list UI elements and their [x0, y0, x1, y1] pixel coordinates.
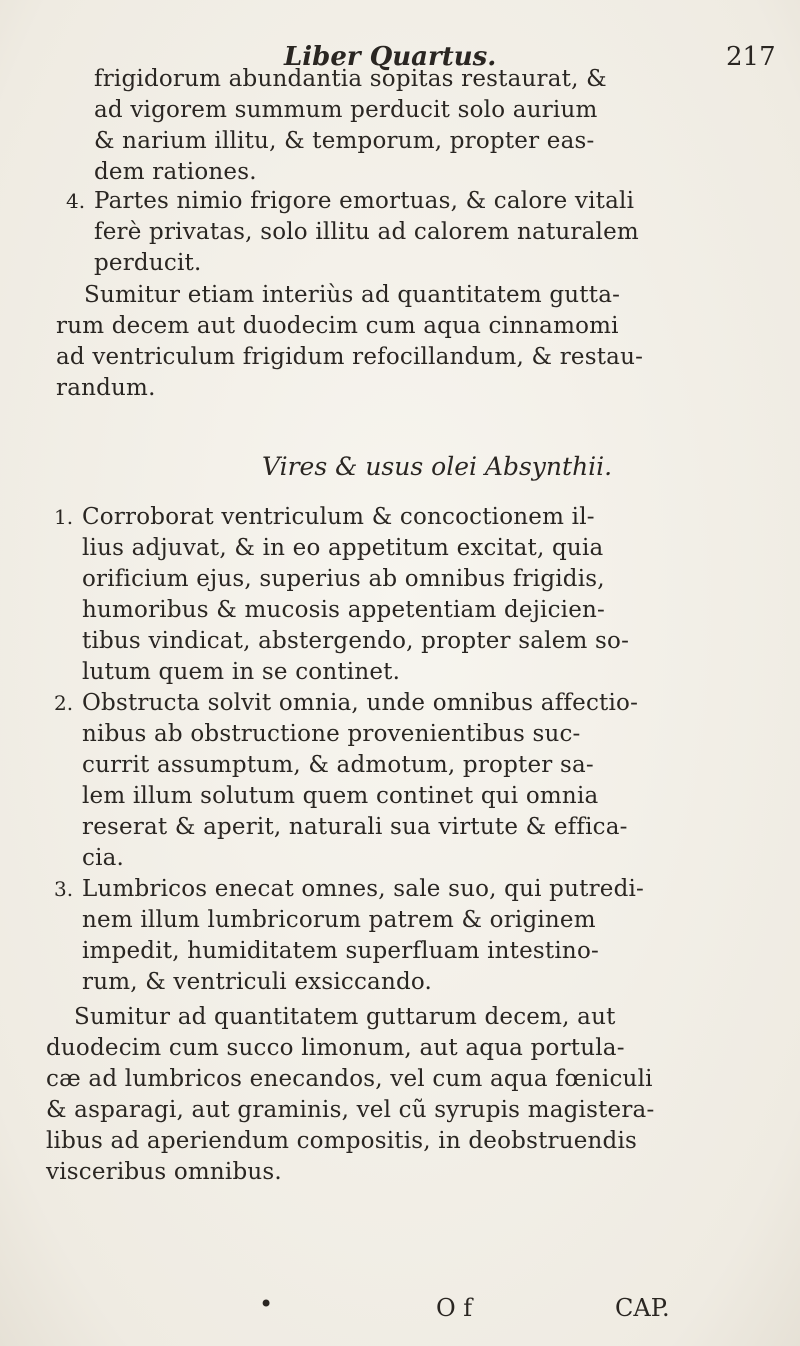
text-line: cia. [82, 845, 125, 871]
text-line: humoribus & mucosis appetentiam dejicien- [82, 597, 606, 623]
text-line: ad ventriculum frigidum refocillandum, & restau- [56, 344, 644, 370]
bullet-mark: • [259, 1290, 274, 1318]
text-line: tibus vindicat, abstergendo, propter salem so- [82, 628, 630, 654]
text-line: & asparagi, aut graminis, vel cũ syrupis magistera- [46, 1097, 655, 1123]
text-line: orificium ejus, superius ab omnibus frigidis, [82, 566, 605, 592]
text-line: ad vigorem summum perducit solo aurium [94, 97, 598, 123]
text-line: visceribus omnibus. [46, 1159, 282, 1185]
item-number: 2. [54, 691, 74, 715]
text-line: Sumitur ad quantitatem guttarum decem, aut [74, 1004, 616, 1030]
text-line: Corroborat ventriculum & concoctionem il- [82, 504, 595, 530]
text-line: reserat & aperit, naturali sua virtute & effica- [82, 814, 628, 840]
text-line: lem illum solutum quem continet qui omnia [82, 783, 599, 809]
text-line: perducit. [94, 250, 202, 276]
text-line: & narium illitu, & temporum, propter eas- [94, 128, 595, 154]
text-line: Lumbricos enecat omnes, sale suo, qui putredi- [82, 876, 645, 902]
text-line: ferè privatas, solo illitu ad calorem naturalem [94, 219, 639, 245]
text-line: dem rationes. [94, 159, 257, 185]
item-number: 3. [54, 877, 74, 901]
text-line: randum. [56, 375, 156, 401]
item-number: 4. [66, 189, 86, 213]
text-line: duodecim cum succo limonum, aut aqua portula- [46, 1035, 625, 1061]
text-line: cæ ad lumbricos enecandos, vel cum aqua fœniculi [46, 1066, 653, 1092]
text-line: rum, & ventriculi exsiccando. [82, 969, 433, 995]
item-number: 1. [54, 505, 74, 529]
signature-mark: O f [436, 1294, 473, 1322]
text-line: currit assumptum, & admotum, propter sa- [82, 752, 594, 778]
text-line: libus ad aperiendum compositis, in deobstruendis [46, 1128, 638, 1154]
text-line: rum decem aut duodecim cum aqua cinnamomi [56, 313, 619, 339]
page-number: 217 [726, 42, 776, 72]
text-line: impedit, humiditatem superfluam intestino- [82, 938, 599, 964]
text-line: nem illum lumbricorum patrem & originem [82, 907, 596, 933]
text-line: lius adjuvat, & in eo appetitum excitat, quia [82, 535, 604, 561]
section-heading: Vires & usus olei Absynthii. [262, 452, 613, 481]
text-line: lutum quem in se continet. [82, 659, 401, 685]
text-line: nibus ab obstructione provenientibus suc- [82, 721, 581, 747]
text-line: frigidorum abundantia sopitas restaurat, & [94, 66, 607, 92]
text-line: Obstructa solvit omnia, unde omnibus affectio- [82, 690, 639, 716]
catchword: CAP. [615, 1294, 670, 1322]
running-head: Liber Quartus. [284, 42, 497, 72]
text-line: Partes nimio frigore emortuas, & calore vitali [94, 188, 635, 214]
text-line: Sumitur etiam interiùs ad quantitatem gutta- [84, 282, 621, 308]
